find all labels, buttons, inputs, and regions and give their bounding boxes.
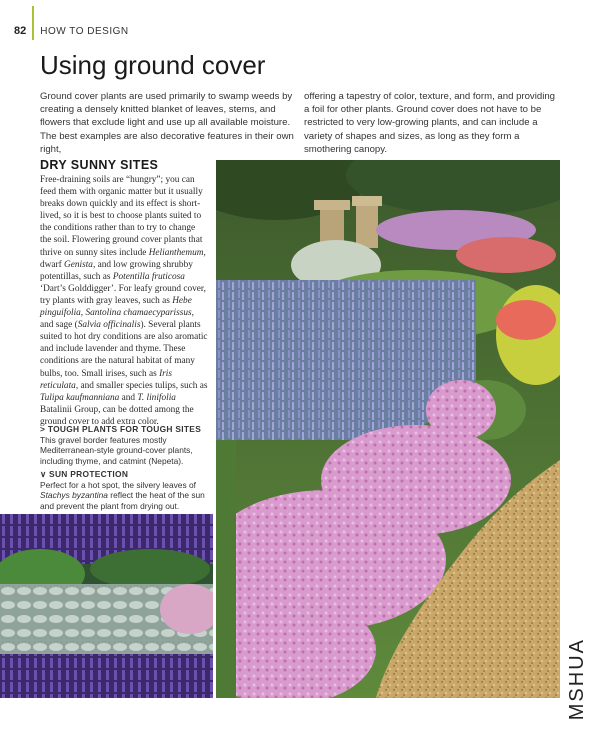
page-header [14, 22, 129, 40]
body-text: Free-draining soils are “hungry”; you can feed them with organic matter but it usually breaks down quickly and its effect is short-lived, so it is best to choose plants suited to the conditions rather than to try to change the soil. Flowering ground cover plants that thrive on sunny sites include Helianthemum, dwarf Genista, and low growing shrubby potentillas, such as Potentilla fruticosa ‘Dart’s Golddigger’. For leafy ground cover, try plants with gray leaves, such as Hebe pinguifolia, Santolina chamaecyparissus, and sage (Salvia officinalis). Several plants suited to hot dry conditions are also aromatic and include lavender and thyme. These conditions are the natural habitat of many bulbs, too. Small irises, such as Iris reticulata, and smaller species tulips, such as Tulipa kaufmanniana and T. linifolia Batalinii Group, can be dotted among the ground cover to add extra color. [40, 175, 208, 427]
caption-text: This gravel border features mostly Mediterranean-style ground-cover plants, including thyme, and catmint (Nepeta). [40, 434, 193, 466]
caption-tough-plants [40, 424, 210, 466]
stachys-illustration [0, 514, 213, 698]
caption-title: > TOUGH PLANTS FOR TOUGH SITES [40, 424, 202, 434]
gravel-border-illustration [216, 160, 560, 698]
header-accent-bar [32, 6, 34, 40]
caption-text: Perfect for a hot spot, the silvery leaves of Stachys byzantina reflect the heat of the sun and prevent the plant from drying out. [40, 479, 205, 511]
stachys-photo [0, 514, 213, 698]
caption-title: ∨ SUN PROTECTION [40, 469, 129, 479]
section-heading: DRY SUNNY SITES [40, 158, 159, 172]
watermark: MSHUA [566, 638, 588, 721]
intro-paragraph-left: Ground cover plants are used primarily to swamp weeds by creating a densely knitted blanket of leaves, stems, and flowers that exclude light and use up all available moisture. The best examples are also decorative features in their own right, [40, 91, 294, 155]
gravel-border-photo [216, 160, 560, 698]
section-label: HOW TO DESIGN [40, 25, 129, 37]
page-title: Using ground cover [40, 50, 266, 80]
page-number: 82 [14, 25, 27, 37]
caption-sun-protection [40, 469, 210, 511]
intro-paragraph-right: offering a tapestry of color, texture, and form, and providing a foil for other plants. Ground cover does not have to be restricted to very low-growing plants, and can include a variety of shapes and sizes, as long as they form a smothering canopy. [304, 91, 556, 155]
